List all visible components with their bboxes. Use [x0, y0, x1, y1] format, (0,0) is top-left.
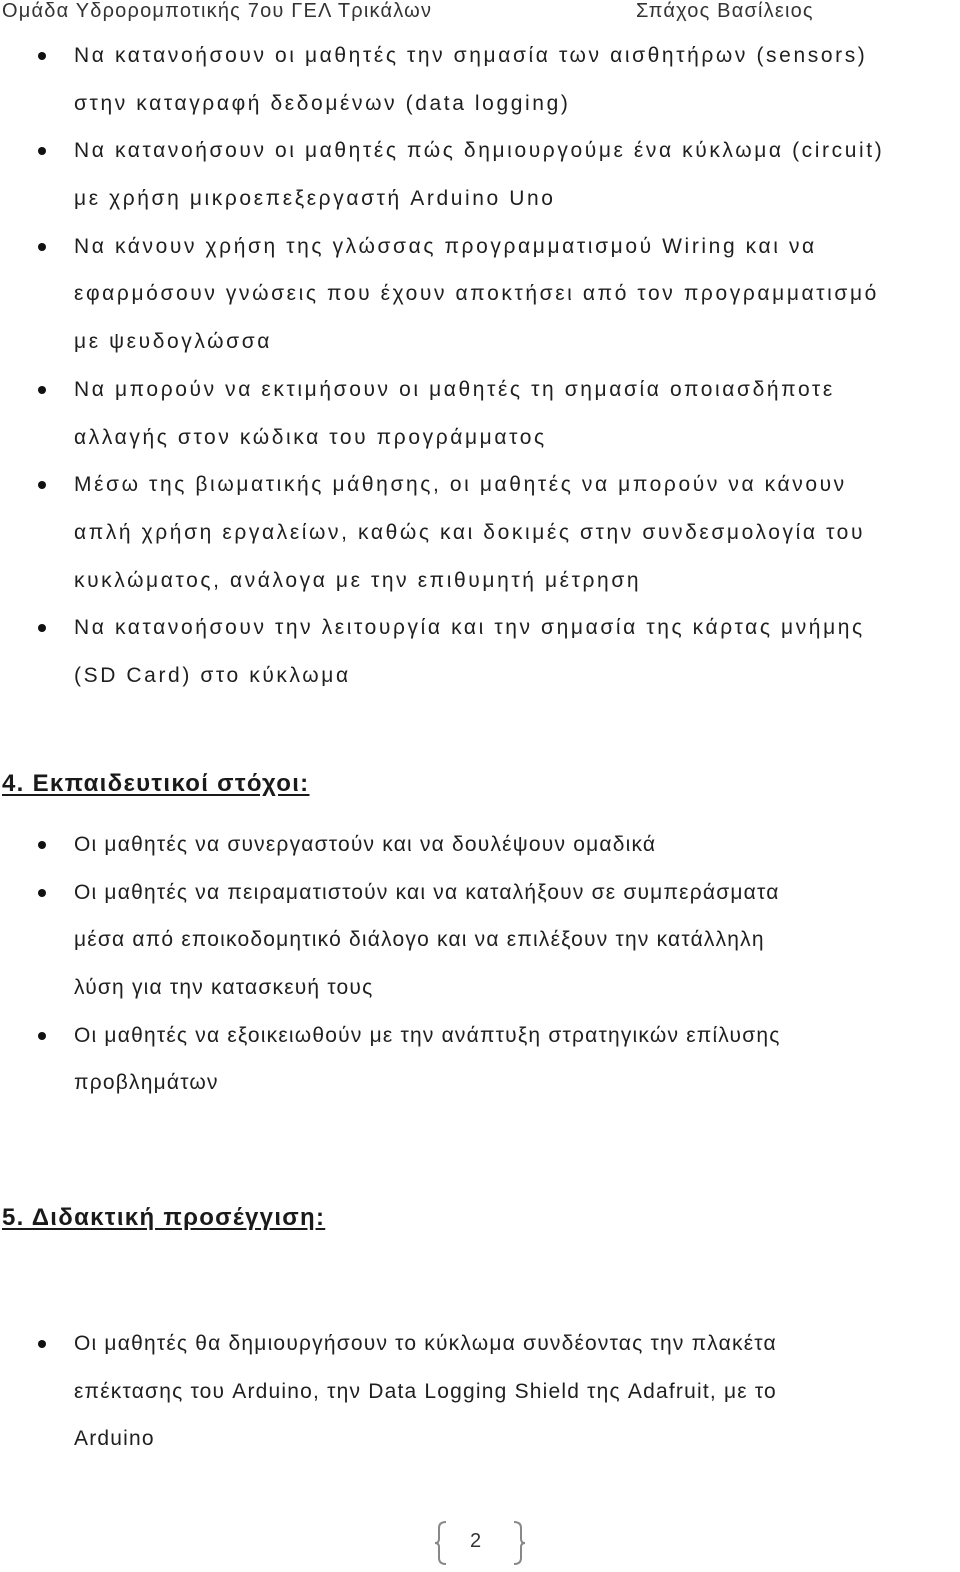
teaching-approach-list [0, 1320, 958, 1463]
bullet-icon [38, 1340, 46, 1348]
list-item [0, 366, 958, 461]
list-item [0, 869, 958, 1012]
list-item [0, 32, 958, 127]
bullet-icon [38, 1032, 46, 1040]
list-item [0, 604, 958, 699]
header-group-name: Ομάδα Υδρορομποτικής 7ου ΓΕΛ Τρικάλων [2, 0, 433, 22]
right-brace-icon [512, 1521, 526, 1565]
list-item [0, 821, 958, 869]
list-item-line: Μέσω της βιωματικής μάθησης, οι μαθητές να μπορούν να κάνουν [74, 473, 847, 497]
list-item-line: επέκτασης του Arduino, την Data Logging Shield της Adafruit, με το [74, 1379, 777, 1403]
section-heading-4: 4. Εκπαιδευτικοί στόχοι: [2, 770, 310, 797]
list-item-line: Να μπορούν να εκτιμήσουν οι μαθητές τη σημασία οποιασδήποτε [74, 377, 835, 401]
list-item-line: Οι μαθητές να συνεργαστούν και να δουλέψουν ομαδικά [74, 833, 657, 856]
page-header [0, 0, 960, 28]
list-item-line: κυκλώματος, ανάλογα με την επιθυμητή μέτρηση [74, 568, 642, 592]
list-item-line: Να κάνουν χρήση της γλώσσας προγραμματισμού Wiring και να [74, 234, 817, 258]
list-item [0, 223, 958, 366]
objectives-list [0, 32, 958, 700]
list-item-line: Οι μαθητές θα δημιουργήσουν το κύκλωμα συνδέοντας την πλακέτα [74, 1332, 777, 1355]
bullet-icon [38, 841, 46, 849]
bullet-icon [38, 889, 46, 897]
list-item-line: με ψευδογλώσσα [74, 330, 273, 354]
list-item-line: με χρήση μικροεπεξεργαστή Arduino Uno [74, 187, 556, 211]
list-item [0, 1320, 958, 1463]
bullet-icon [38, 52, 46, 60]
list-item-line: αλλαγής στον κώδικα του προγράμματος [74, 425, 547, 449]
list-item-line: (SD Card) στο κύκλωμα [74, 663, 351, 687]
bullet-icon [38, 481, 46, 489]
list-item-line: Να κατανοήσουν οι μαθητές πώς δημιουργούμε ένα κύκλωμα (circuit) [74, 139, 885, 163]
list-item-line: Οι μαθητές να εξοικειωθούν με την ανάπτυξη στρατηγικών επίλυσης [74, 1023, 781, 1047]
bullet-icon [38, 624, 46, 632]
list-item-line: Να κατανοήσουν την λειτουργία και την σημασία της κάρτας μνήμης [74, 616, 865, 640]
bullet-icon [38, 147, 46, 155]
bullet-icon [38, 386, 46, 394]
list-item-line: απλή χρήση εργαλείων, καθώς και δοκιμές στην συνδεσμολογία του [74, 520, 866, 544]
list-item [0, 461, 958, 604]
list-item-line: στην καταγραφή δεδομένων (data logging) [74, 91, 571, 115]
list-item-line: Να κατανοήσουν οι μαθητές την σημασία των αισθητήρων (sensors) [74, 44, 868, 67]
list-item [0, 1012, 958, 1107]
bullet-icon [38, 243, 46, 251]
list-item [0, 127, 958, 222]
list-item-line: προβλημάτων [74, 1071, 219, 1095]
list-item-line: μέσα από εποικοδομητικό διάλογο και να επιλέξουν την κατάλληλη [74, 928, 765, 952]
educational-goals-list [0, 821, 958, 1107]
list-item-line: Arduino [74, 1427, 155, 1451]
left-brace-icon [434, 1521, 448, 1565]
page-number: 2 [470, 1530, 482, 1552]
list-item-line: λύση για την κατασκευή τους [74, 976, 374, 1000]
section-heading-5: 5. Διδακτική προσέγγιση: [2, 1204, 326, 1231]
header-author: Σπάχος Βασίλειος [636, 0, 814, 22]
list-item-line: Οι μαθητές να πειραματιστούν και να καταλήξουν σε συμπεράσματα [74, 880, 780, 904]
list-item-line: εφαρμόσουν γνώσεις που έχουν αποκτήσει από τον προγραμματισμό [74, 282, 879, 306]
